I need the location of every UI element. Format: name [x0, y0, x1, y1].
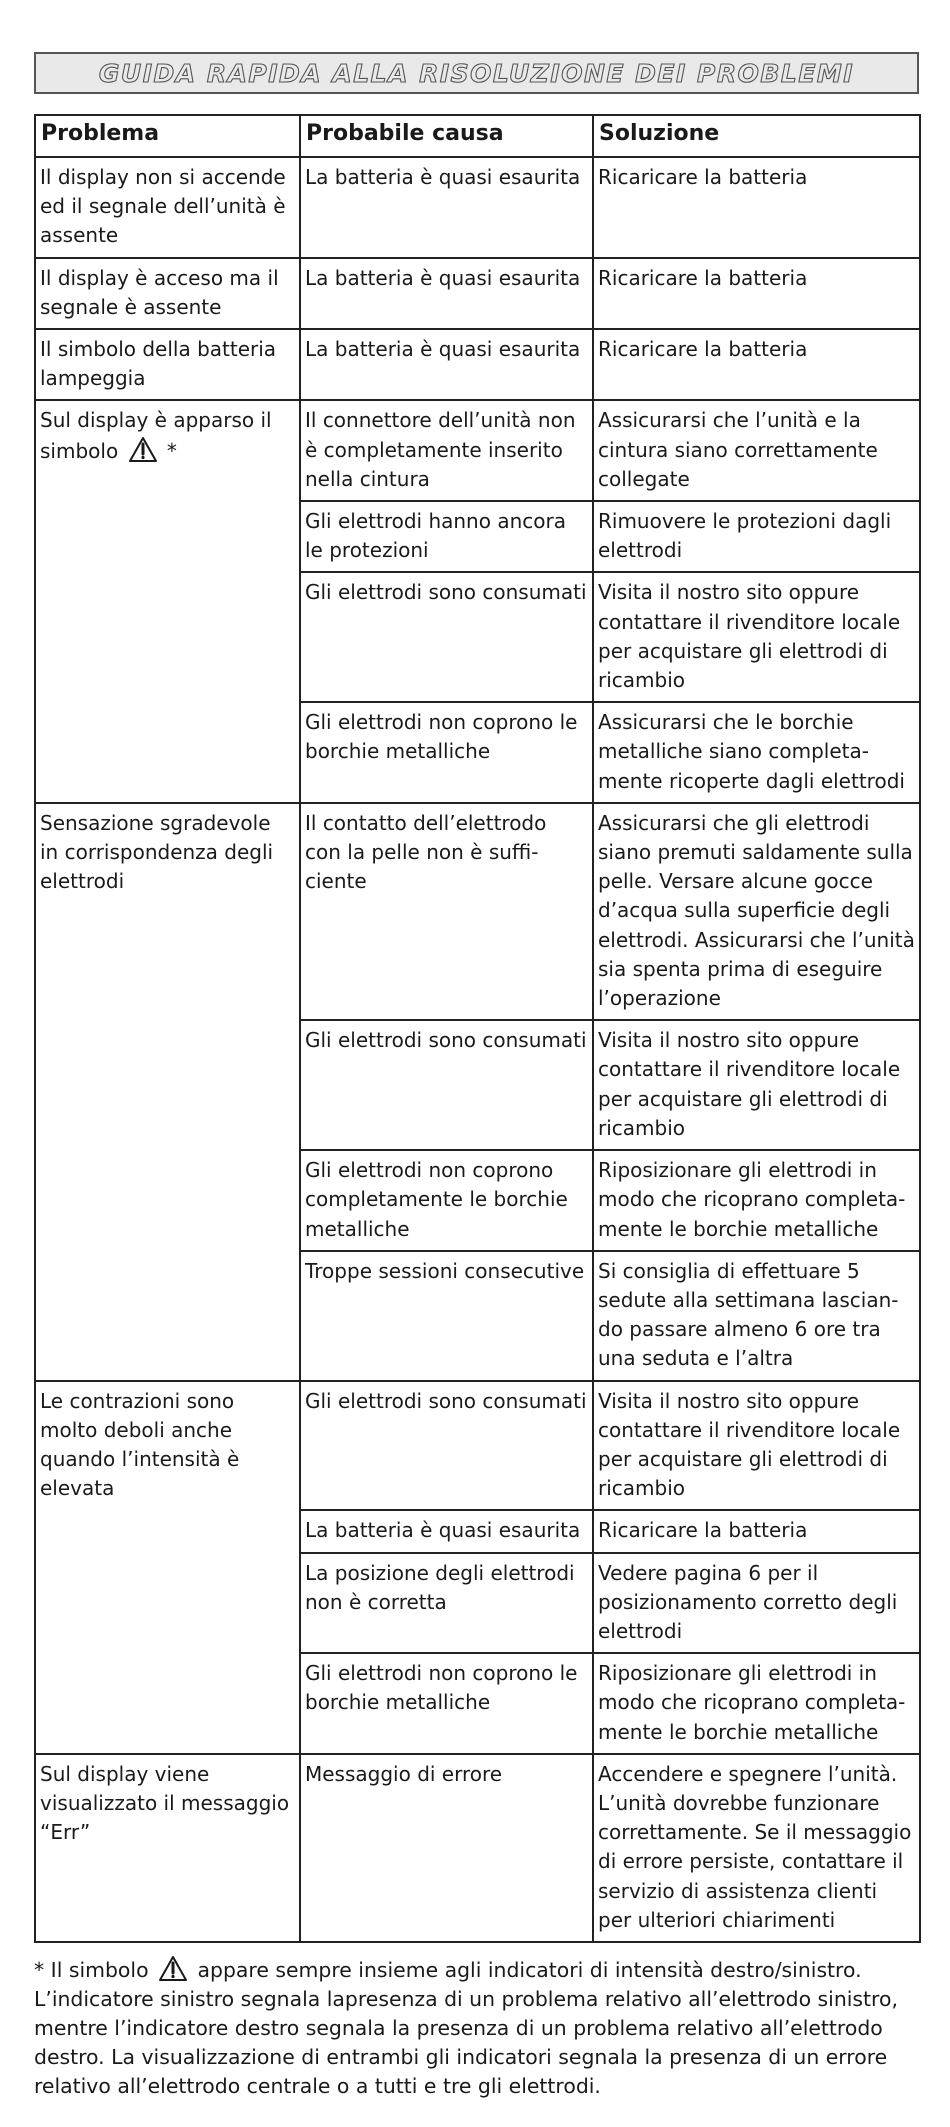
- solution-cell: Vedere pagina 6 per il posizionamento corretto degli elettrodi: [593, 1553, 920, 1654]
- solution-cell: Assicurarsi che gli elettrodi siano premuti saldamente sulla pelle. Versare alcune gocce d’acqua sulla superficie degli elettrodi. Assicurarsi che l’unità sia spenta prima di eseguire l’operazione: [593, 803, 920, 1020]
- table-row: [35, 400, 920, 501]
- header-solution: Soluzione: [593, 115, 920, 157]
- header-cause: Probabile causa: [300, 115, 593, 157]
- solution-cell: Si consiglia di effettuare 5 sedute alla settimana lascian- do passare almeno 6 ore tra una seduta e l’altra: [593, 1251, 920, 1381]
- solution-cell: Riposizionare gli elettrodi in modo che ricoprano completa- mente le borchie metalliche: [593, 1150, 920, 1251]
- asterisk: *: [166, 438, 177, 463]
- problem-text: Sul display è apparso il simbolo: [40, 408, 272, 463]
- warning-triangle-icon: [128, 436, 158, 463]
- cause-cell: Gli elettrodi sono consumati: [300, 1381, 593, 1511]
- problem-cell: [35, 400, 300, 802]
- title-banner: [34, 52, 919, 94]
- solution-cell: Assicurarsi che l’unità e la cintura siano correttamente collegate: [593, 400, 920, 501]
- footnote-text: appare sempre insieme agli indicatori di intensità destro/sinistro. L’indicatore sinistro segnala lapresenza di un problema relativo all’elettrodo sinistro, mentre l’indicatore destro segnala la presenza di un problema relativo all’elettrodo destro. La visualizzazione di entrambi gli indicatori segnala la presenza di un errore relativo all’elettrodo centrale o a tutti e tre gli elettrodi.: [34, 1957, 898, 2098]
- problem-cell: Il simbolo della batteria lampeggia: [35, 329, 300, 400]
- page-title: GUIDA RAPIDA ALLA RISOLUZIONE DEI PROBLEMI: [98, 58, 855, 88]
- cause-cell: Il contatto dell’elettrodo con la pelle non è suffi- ciente: [300, 803, 593, 1020]
- footnote-prefix: * Il simbolo: [34, 1957, 149, 1982]
- solution-cell: Assicurarsi che le borchie metalliche siano completa- mente ricoperte dagli elettrodi: [593, 702, 920, 803]
- solution-cell: Visita il nostro sito oppure contattare il rivenditore locale per acquistare gli elettrodi di ricambio: [593, 1381, 920, 1511]
- solution-cell: Rimuovere le protezioni dagli elettrodi: [593, 501, 920, 572]
- solution-cell: Visita il nostro sito oppure contattare il rivenditore locale per acquistare gli elettrodi di ricambio: [593, 1020, 920, 1150]
- solution-cell: Ricaricare la batteria: [593, 329, 920, 400]
- table-header-row: [35, 115, 920, 157]
- cause-cell: La batteria è quasi esaurita: [300, 258, 593, 329]
- cause-cell: La posizione degli elettrodi non è corretta: [300, 1553, 593, 1654]
- cause-cell: Gli elettrodi sono consumati: [300, 1020, 593, 1150]
- solution-cell: Riposizionare gli elettrodi in modo che ricoprano completa- mente le borchie metalliche: [593, 1653, 920, 1754]
- solution-cell: Visita il nostro sito oppure contattare il rivenditore locale per acquistare gli elettrodi di ricambio: [593, 572, 920, 702]
- cause-cell: Gli elettrodi non coprono le borchie metalliche: [300, 702, 593, 803]
- cause-cell: Troppe sessioni consecutive: [300, 1251, 593, 1381]
- solution-cell: Accendere e spegnere l’unità. L’unità dovrebbe funzionare correttamente. Se il messaggio di errore persiste, contattare il servizio di assistenza clienti per ulteriori chiarimenti: [593, 1754, 920, 1942]
- problem-cell: Il display è acceso ma il segnale è assente: [35, 258, 300, 329]
- problem-cell: Sensazione sgradevole in corrispondenza degli elettrodi: [35, 803, 300, 1381]
- problem-cell: Sul display viene visualizzato il messaggio “Err”: [35, 1754, 300, 1942]
- cause-cell: La batteria è quasi esaurita: [300, 1510, 593, 1552]
- table-row: [35, 329, 920, 400]
- table-row: [35, 1754, 920, 1942]
- solution-cell: Ricaricare la batteria: [593, 258, 920, 329]
- solution-cell: Ricaricare la batteria: [593, 157, 920, 258]
- solution-cell: Ricaricare la batteria: [593, 1510, 920, 1552]
- table-row: [35, 803, 920, 1020]
- problem-cell: Il display non si accende ed il segnale dell’unità è assente: [35, 157, 300, 258]
- table-row: [35, 258, 920, 329]
- warning-triangle-icon: [158, 1955, 188, 1982]
- header-problem: Problema: [35, 115, 300, 157]
- table-row: [35, 1381, 920, 1511]
- cause-cell: La batteria è quasi esaurita: [300, 329, 593, 400]
- table-row: [35, 157, 920, 258]
- cause-cell: Gli elettrodi non coprono le borchie metalliche: [300, 1653, 593, 1754]
- problem-cell: Le contrazioni sono molto deboli anche quando l’intensità è elevata: [35, 1381, 300, 1754]
- cause-cell: Gli elettrodi sono consumati: [300, 572, 593, 702]
- troubleshooting-table: [34, 114, 921, 1943]
- cause-cell: Gli elettrodi hanno ancora le protezioni: [300, 501, 593, 572]
- cause-cell: Messaggio di errore: [300, 1754, 593, 1942]
- footnote: [34, 1955, 919, 2101]
- cause-cell: Il connettore dell’unità non è completamente inserito nella cintura: [300, 400, 593, 501]
- cause-cell: Gli elettrodi non coprono completamente le borchie metalliche: [300, 1150, 593, 1251]
- cause-cell: La batteria è quasi esaurita: [300, 157, 593, 258]
- troubleshooting-page: [34, 52, 919, 2101]
